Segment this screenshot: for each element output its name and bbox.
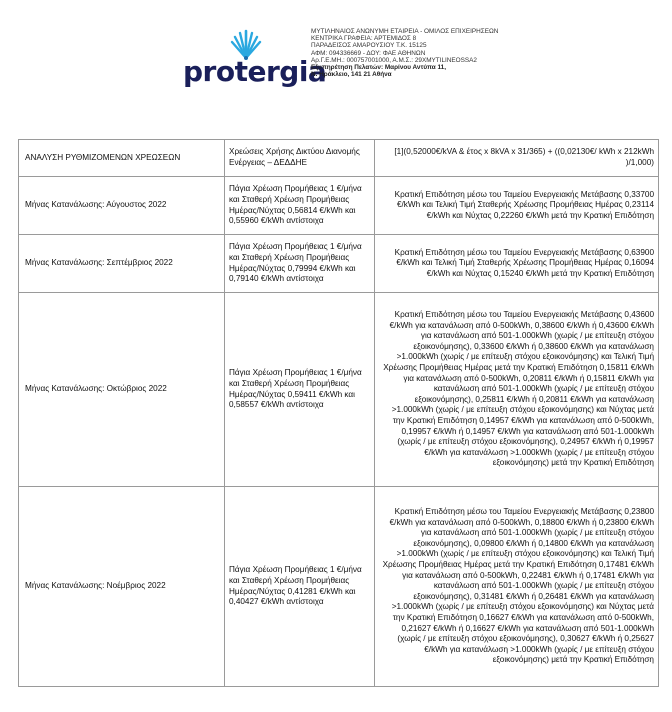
row-subsidy: Κρατική Επιδότηση μέσω του Ταμείου Ενεργειακής Μετάβασης 0,33700 €/kWh και Τελική Τιμή Σταθερής Χρέωσης Προμήθειας Ημέρας 0,23114 €/kWh και Νύχτας 0,22260 €/kWh μετά την Κρατική Επιδότηση — [375, 177, 659, 235]
row-label: Μήνας Κατανάλωσης: Νοέμβριος 2022 — [19, 487, 225, 687]
table-row — [19, 235, 659, 293]
company-line: Αρ.Γ.Ε.ΜΗ.: 000757001000, Α.Μ.Σ.: 29XMYTILINEOSSA2 — [311, 56, 477, 64]
row-subsidy: Κρατική Επιδότηση μέσω του Ταμείου Ενεργειακής Μετάβασης 0,43600 €/kWh για κατανάλωση από 0-500kWh, 0,38600 €/kWh ή 0,43600 €/kWh για κατανάλωση από 501-1.000kWh (χωρίς / με επίτευξη στόχου εξοικονόμησης), 0,33600 €/kWh ή 0,38600 €/kWh για κατανάλωση >1.000kWh (χωρίς / με επίτευξη στόχου εξοικονόμησης) και Τελική Τιμή Χρέωσης Προμήθειας Ημέρας μετά την Κρατική Επιδότηση 0,15811 €/kWh για κατανάλωση από 0-500kWh, 0,20811 €/kWh ή 0,15811 €/kWh για κατανάλωση από 501-1.000kWh (χωρίς / με επίτευξη στόχου εξοικονόμησης), 0,25811 €/kWh ή 0,20811 €/kWh για κατανάλωση >1.000kWh (χωρίς / με επίτευξη στόχου εξοικονόμησης) και Νύχτας μετά την Κρατική Επιδότηση 0,14957 €/kWh για κατανάλωση από 0-500kWh, 0,19957 €/kWh ή 0,14957 €/kWh για κατανάλωση από 501-1.000kWh (χωρίς / με επίτευξη στόχου εξοικονόμησης), 0,24957 €/kWh ή 0,19957 €/kWh για κατανάλωση >1.000kWh (χωρίς / με επίτευξη στόχου εξοικονόμησης) μετά την Κρατική Επιδότηση — [375, 293, 659, 487]
row-subsidy: Κρατική Επιδότηση μέσω του Ταμείου Ενεργειακής Μετάβασης 0,23800 €/kWh για κατανάλωση από 0-500kWh, 0,18800 €/kWh ή 0,23800 €/kWh για κατανάλωση από 501-1.000kWh (χωρίς / με επίτευξη στόχου εξοικονόμησης), 0,09800 €/kWh ή 0,14800 €/kWh για κατανάλωση >1.000kWh (χωρίς / με επίτευξη στόχου εξοικονόμησης) και Τελική Τιμή Χρέωσης Προμήθειας Ημέρας μετά την Κρατική Επιδότηση 0,17481 €/kWh για κατανάλωση από 0-500kWh, 0,22481 €/kWh ή 0,17481 €/kWh για κατανάλωση από 501-1.000kWh (χωρίς / με επίτευξη στόχου εξοικονόμησης), 0,31481 €/kWh ή 0,26481 €/kWh για κατανάλωση >1.000kWh (χωρίς / με επίτευξη στόχου εξοικονόμησης) και Νύχτας μετά την Κρατική Επιδότηση 0,16627 €/kWh για κατανάλωση από 0-500kWh, 0,21627 €/kWh ή 0,16627 €/kWh για κατανάλωση από 501-1.000kWh (χωρίς / με επίτευξη στόχου εξοικονόμησης), 0,30627 €/kWh ή 0,25627 €/kWh για κατανάλωση >1.000kWh (χωρίς / με επίτευξη στόχου εξοικονόμησης) μετά την Κρατική Επιδότηση — [375, 487, 659, 687]
company-details — [311, 28, 611, 78]
brand-logo-text: protergia — [183, 55, 327, 88]
company-line: ΚΕΝΤΡΙΚΑ ΓΡΑΦΕΙΑ: ΑΡΤΕΜΙΔΟΣ 8 — [311, 35, 417, 43]
row-label: Μήνας Κατανάλωσης: Οκτώβριος 2022 — [19, 293, 225, 487]
row-label: Μήνας Κατανάλωσης: Αύγουστος 2022 — [19, 177, 225, 235]
row-formula: [1](0,52000€/kVA & έτος x 8kVA x 31/365) + ((0,02130€/ kWh x 212kWh )/1,000) — [375, 140, 659, 177]
table-row — [19, 140, 659, 177]
row-charge-type: Χρεώσεις Χρήσης Δικτύου Διανομής Ενέργειας – ΔΕΔΔΗΕ — [225, 140, 375, 177]
document-header — [0, 0, 672, 100]
row-supply-charge: Πάγια Χρέωση Προμήθειας 1 €/μήνα και Σταθερή Χρέωση Προμήθειας Ημέρας/Νύχτας 0,79994 €/kWh και 0,79140 €/kWh αντίστοιχα — [225, 235, 375, 293]
company-line: Εξυπηρέτηση Πελατών: Μαρίνου Αντύπα 11, — [311, 64, 447, 72]
regulated-charges-table — [18, 139, 659, 687]
company-line: ΠΑΡΑΔΕΙΣΟΣ ΑΜΑΡΟΥΣΙΟΥ Τ.Κ. 15125 — [311, 42, 427, 50]
row-supply-charge: Πάγια Χρέωση Προμήθειας 1 €/μήνα και Σταθερή Χρέωση Προμήθειας Ημέρας/Νύχτας 0,41281 €/kWh και 0,40427 €/kWh αντίστοιχα — [225, 487, 375, 687]
row-label: ΑΝΑΛΥΣΗ ΡΥΘΜΙΖΟΜΕΝΩΝ ΧΡΕΩΣΕΩΝ — [19, 140, 225, 177]
table-row — [19, 487, 659, 687]
row-subsidy: Κρατική Επιδότηση μέσω του Ταμείου Ενεργειακής Μετάβασης 0,63900 €/kWh και Τελική Τιμή Σταθερής Χρέωσης Προμήθειας Ημέρας 0,16094 €/kWh και Νύχτας 0,15240 €/kWh μετά την Κρατική Επιδότηση — [375, 235, 659, 293]
company-line: ΜΥΤΙΛΗΝΑΙΟΣ ΑΝΩΝΥΜΗ ΕΤΑΙΡΕΙΑ - ΟΜΙΛΟΣ ΕΠΙΧΕΙΡΗΣΕΩΝ — [311, 28, 499, 35]
row-supply-charge: Πάγια Χρέωση Προμήθειας 1 €/μήνα και Σταθερή Χρέωση Προμήθειας Ημέρας/Νύχτας 0,56814 €/kWh και 0,55960 €/kWh αντίστοιχα — [225, 177, 375, 235]
table-row — [19, 293, 659, 487]
row-label: Μήνας Κατανάλωσης: Σεπτέμβριος 2022 — [19, 235, 225, 293]
company-line: Ν. Ηράκλειο, 141 21 Αθήνα — [311, 71, 392, 79]
row-supply-charge: Πάγια Χρέωση Προμήθειας 1 €/μήνα και Σταθερή Χρέωση Προμήθειας Ημέρας/Νύχτας 0,59411 €/kWh και 0,58557 €/kWh αντίστοιχα — [225, 293, 375, 487]
company-line: ΑΦΜ: 094336669 - ΔΟΥ: ΦΑΕ ΑΘΗΝΩΝ — [311, 49, 426, 57]
table-row — [19, 177, 659, 235]
